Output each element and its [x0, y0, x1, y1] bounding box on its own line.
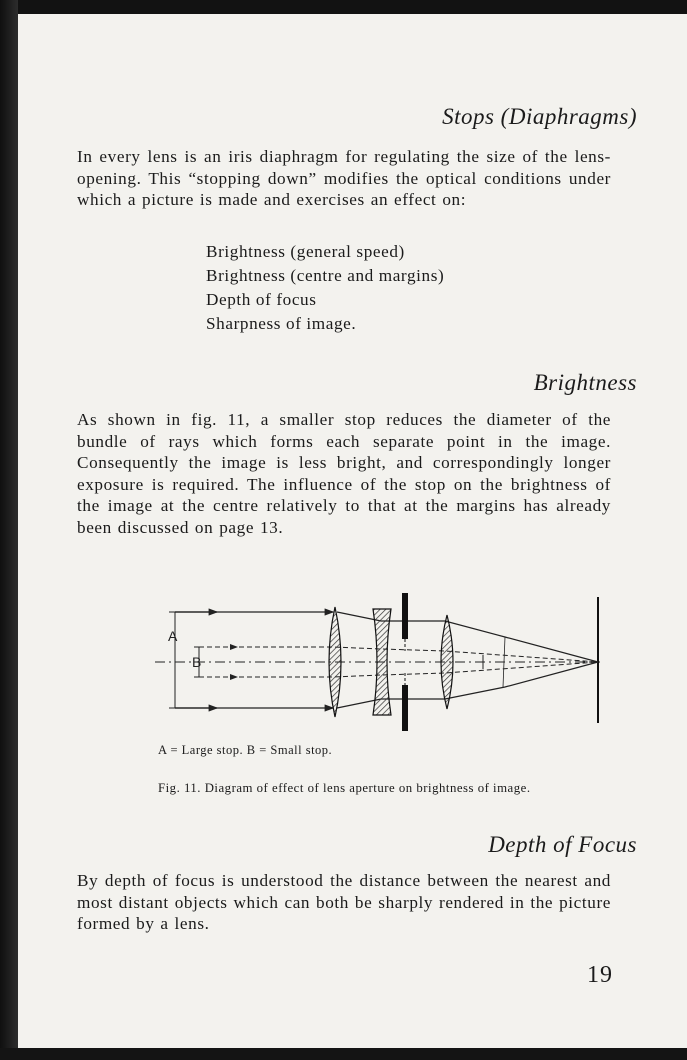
label-a: A	[168, 628, 178, 644]
list-item: Depth of focus	[206, 290, 317, 309]
list-item: Brightness (general speed)	[206, 242, 405, 261]
effects-list	[206, 240, 444, 336]
page-number: 19	[587, 962, 613, 988]
paragraph-brightness: As shown in fig. 11, a smaller stop reduces the diameter of the bundle of rays which forms each separate point in the image. Consequently the image is less bright, and correspondingly longer exposure is required. The influence of the stop on the brightness of the image at the centre relatively to that at the margins has already been discussed on page 13.	[77, 410, 611, 537]
iris-diaphragm-bottom	[402, 685, 408, 731]
heading-depth-of-focus: Depth of Focus	[488, 832, 637, 857]
figure-legend: A = Large stop. B = Small stop.	[158, 743, 333, 757]
rear-lens	[441, 615, 453, 709]
heading-stops: Stops (Diaphragms)	[442, 104, 637, 129]
heading-brightness: Brightness	[533, 370, 637, 395]
book-spine-shadow	[0, 0, 18, 1060]
iris-diaphragm-top	[402, 593, 408, 639]
paragraph-depth-of-focus: By depth of focus is understood the distance between the nearest and most distant objects which can both be sharply rendered in the picture formed by a lens.	[77, 871, 611, 933]
list-item: Brightness (centre and margins)	[206, 266, 445, 285]
figure-caption: Fig. 11. Diagram of effect of lens aperture on brightness of image.	[158, 781, 531, 795]
paragraph-stops: In every lens is an iris diaphragm for regulating the size of the lens-opening. This “stopping down” modifies the optical conditions under which a picture is made and exercises an effect on:	[77, 147, 611, 209]
front-lens	[329, 607, 341, 717]
list-item: Sharpness of image.	[206, 314, 357, 333]
lens-aperture-diagram	[155, 585, 615, 735]
page-top-edge	[0, 0, 687, 14]
label-b: B	[192, 654, 202, 670]
page-bottom-edge	[0, 1048, 687, 1060]
